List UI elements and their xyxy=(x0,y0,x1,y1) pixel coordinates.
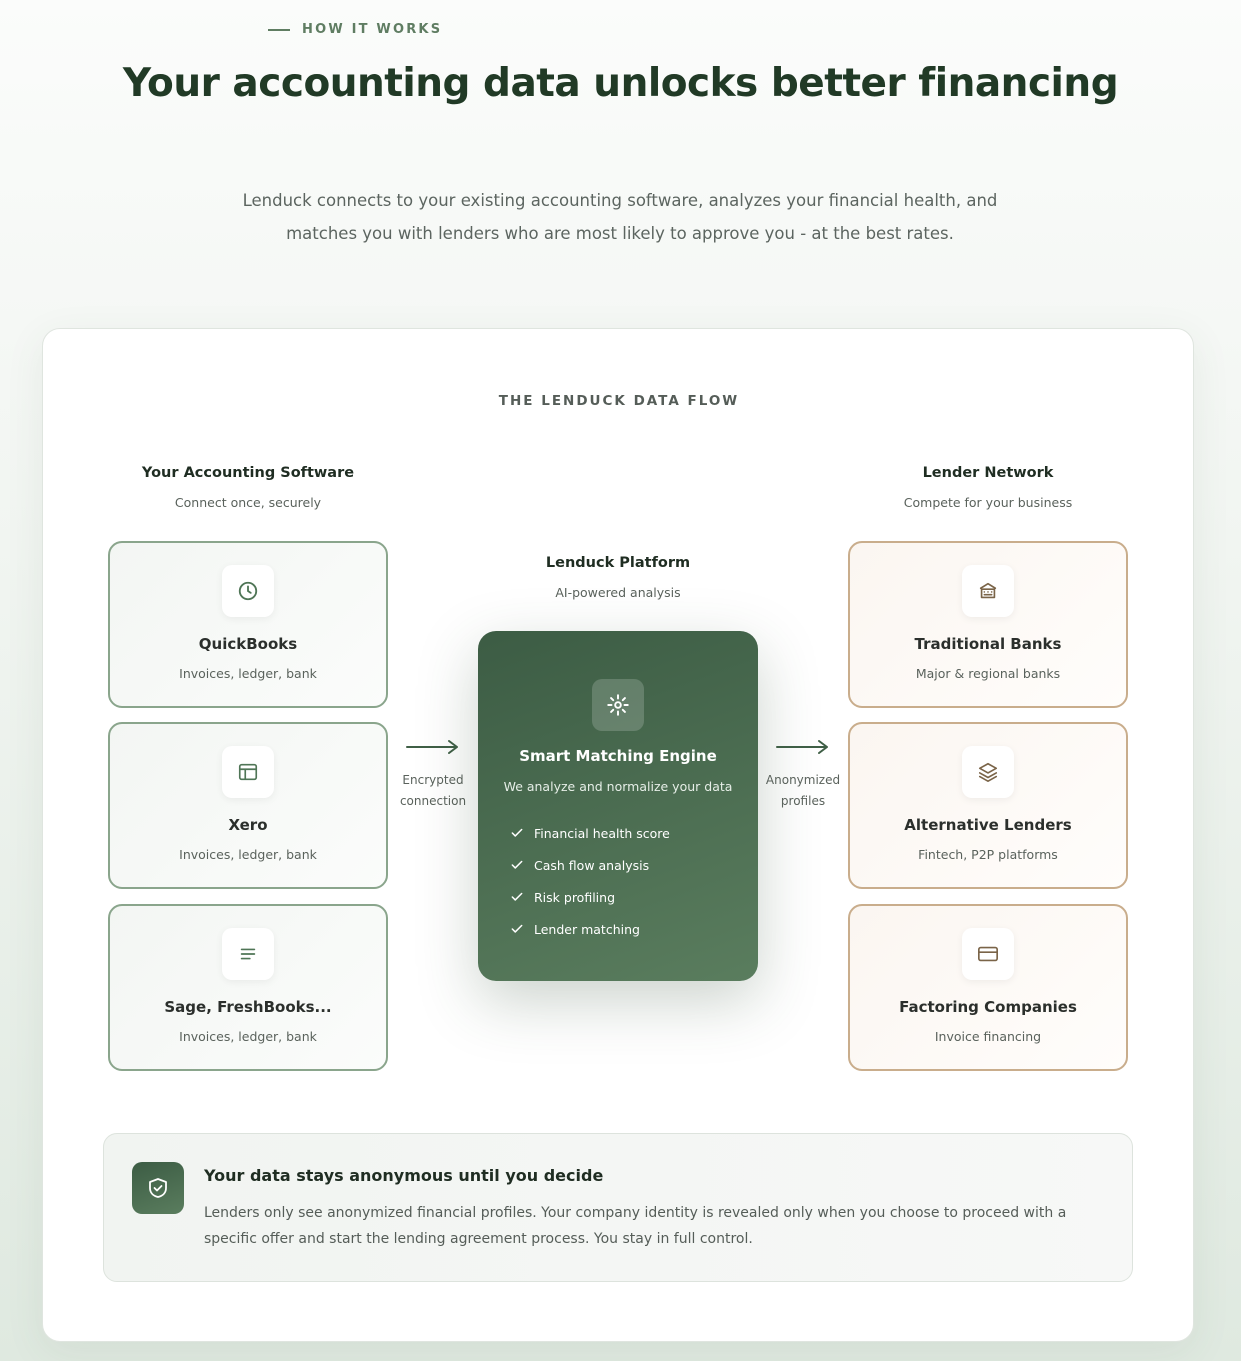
check-icon xyxy=(510,922,524,936)
check-icon xyxy=(510,858,524,872)
source-card-xero[interactable] xyxy=(108,722,388,889)
credit-card-icon xyxy=(962,928,1014,980)
lenders-heading-group xyxy=(848,465,1128,510)
eyebrow-line xyxy=(268,29,290,31)
lender-name: Alternative Lenders xyxy=(904,816,1072,834)
layers-icon xyxy=(962,746,1014,798)
shield-check-icon xyxy=(132,1162,184,1214)
lender-desc: Major & regional banks xyxy=(915,666,1061,681)
encrypted-connection-arrow xyxy=(388,738,478,812)
bank-icon xyxy=(962,565,1014,617)
arrow-label-line2: profiles xyxy=(780,794,826,808)
lender-name: Factoring Companies xyxy=(899,998,1077,1016)
arrow-label-line2: connection xyxy=(399,794,467,808)
source-desc: Invoices, ledger, bank xyxy=(179,666,317,681)
platform-subheading: AI-powered analysis xyxy=(555,585,681,600)
arrow-label xyxy=(388,770,478,812)
platform-heading: Lenduck Platform xyxy=(545,555,691,571)
lender-desc: Fintech, P2P platforms xyxy=(918,847,1058,862)
page-lede: Lenduck connects to your existing accounting software, analyzes your financial health, and matches you with lenders who are most likely to approve you - at the best rates. xyxy=(242,191,998,243)
arrow-label-line1: Encrypted xyxy=(402,773,464,787)
lender-card-traditional-banks[interactable] xyxy=(848,541,1128,708)
feature-item xyxy=(510,817,670,849)
check-icon xyxy=(510,890,524,904)
lender-desc: Invoice financing xyxy=(934,1029,1042,1044)
feature-item xyxy=(510,913,670,945)
sources-subheading: Connect once, securely xyxy=(174,495,322,510)
page-headline: Your accounting data unlocks better financing xyxy=(122,61,1119,106)
feature-label: Lender matching xyxy=(534,921,640,937)
lender-card-alternative-lenders[interactable] xyxy=(848,722,1128,889)
platform-heading-group xyxy=(478,555,758,600)
lenders-heading: Lender Network xyxy=(922,465,1054,481)
feature-label: Financial health score xyxy=(534,825,670,841)
lender-name: Traditional Banks xyxy=(914,635,1062,653)
clock-icon xyxy=(222,565,274,617)
engine-name: Smart Matching Engine xyxy=(519,747,717,765)
lender-card-factoring-companies[interactable] xyxy=(848,904,1128,1071)
layout-icon xyxy=(222,746,274,798)
lines-icon xyxy=(222,928,274,980)
note-text: Lenders only see anonymized financial profiles. Your company identity is revealed only when you choose to proceed with a specific offer and start the lending agreement process. You stay in full control. xyxy=(204,1205,1067,1247)
feature-label: Risk profiling xyxy=(534,889,616,905)
source-desc: Invoices, ledger, bank xyxy=(179,1029,317,1044)
source-desc: Invoices, ledger, bank xyxy=(179,847,317,862)
sun-icon xyxy=(592,679,644,731)
feature-item xyxy=(510,881,670,913)
source-name: Xero xyxy=(228,816,268,834)
arrow-right-icon xyxy=(405,738,461,756)
source-name: Sage, FreshBooks... xyxy=(164,998,332,1016)
check-icon xyxy=(510,826,524,840)
section-eyebrow xyxy=(268,22,442,37)
source-name: QuickBooks xyxy=(198,635,298,653)
feature-item xyxy=(510,849,670,881)
note-heading: Your data stays anonymous until you decide xyxy=(204,1166,604,1185)
feature-label: Cash flow analysis xyxy=(534,857,650,873)
sources-heading-group xyxy=(108,465,388,510)
engine-feature-list xyxy=(510,817,670,945)
source-card-quickbooks[interactable] xyxy=(108,541,388,708)
arrow-label-line1: Anonymized xyxy=(765,773,841,787)
anonymity-note xyxy=(103,1133,1133,1282)
engine-subtitle: We analyze and normalize your data xyxy=(503,779,733,794)
eyebrow-label: HOW IT WORKS xyxy=(302,22,443,37)
source-card-sage-freshbooks[interactable] xyxy=(108,904,388,1071)
arrow-right-icon xyxy=(775,738,831,756)
data-flow-title: THE LENDUCK DATA FLOW xyxy=(498,393,740,409)
anonymized-profiles-arrow xyxy=(758,738,848,812)
lenders-subheading: Compete for your business xyxy=(903,495,1073,510)
smart-matching-engine-card xyxy=(478,631,758,981)
arrow-label xyxy=(758,770,848,812)
data-flow-panel xyxy=(42,328,1194,1342)
sources-heading: Your Accounting Software xyxy=(141,465,355,481)
